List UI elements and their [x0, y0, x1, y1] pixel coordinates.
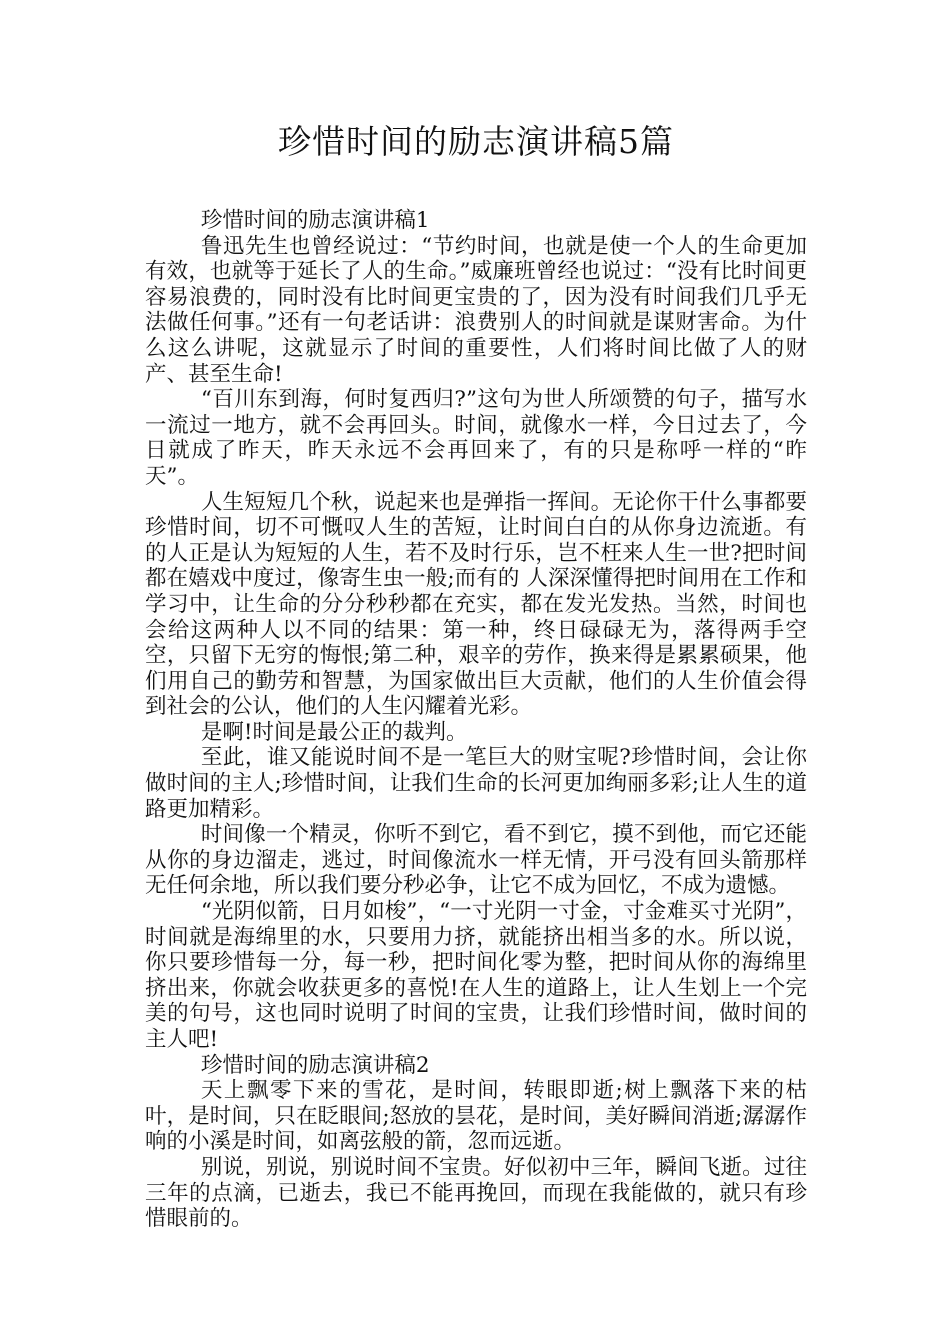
section-heading: 珍惜时间的励志演讲稿2 [200, 1052, 430, 1078]
document-page [145, 120, 807, 1232]
body-paragraph: “百川东到海，何时复西归?”这句为世人所颂赞的句子，描写水一流过一地方，就不会再回头。时间，就像水一样，今日过去了，今日就成了昨天，昨天永远不会再回来了，有的只是称呼一样的“昨天”。 [145, 387, 807, 489]
body-paragraph: “光阴似箭，日月如梭”，“一寸光阴一寸金，寸金难买寸光阴”，时间就是海绵里的水，只要用力挤，就能挤出相当多的水。所以说，你只要珍惜每一分，每一秒，把时间化零为整，把时间从你的海绵里挤出来，你就会收获更多的喜悦!在人生的道路上，让人生划上一个完美的句号，这也同时说明了时间的宝贵，让我们珍惜时间，做时间的主人吧! [145, 899, 807, 1052]
body-paragraph: 别说，别说，别说时间不宝贵。好似初中三年，瞬间飞逝。过往三年的点滴，已逝去，我已不能再挽回，而现在我能做的，就只有珍惜眼前的。 [145, 1154, 807, 1232]
body-paragraph: 人生短短几个秋，说起来也是弹指一挥间。无论你干什么事都要珍惜时间，切不可慨叹人生的苦短，让时间白白的从你身边流逝。有的人正是认为短短的人生，若不及时行乐，岂不枉来人生一世?把时间都在嬉戏中度过，像寄生虫一般;而有的 人深深懂得把时间用在工作和学习中，让生命的分分秒秒都在充实，都在发光发热。当然，时间也会给这两种人以不同的结果：第一种，终日碌碌无为，落得两手空空，只留下无穷的悔恨;第二种，艰辛的劳作，换来得是累累硕果，他们用自己的勤劳和智慧，为国家做出巨大贡献，他们的人生价值会得到社会的公认，他们的人生闪耀着光彩。 [145, 489, 807, 720]
document-title: 珍惜时间的励志演讲稿5篇 [278, 122, 674, 161]
body-paragraph: 时间像一个精灵，你听不到它，看不到它，摸不到他，而它还能从你的身边溜走，逃过，时间像流水一样无情，开弓没有回头箭那样无任何余地，所以我们要分秒必争，让它不成为回忆，不成为遗憾。 [145, 822, 807, 899]
body-paragraph: 至此，谁又能说时间不是一笔巨大的财宝呢?珍惜时间，会让你做时间的主人;珍惜时间，让我们生命的长河更加绚丽多彩;让人生的道路更加精彩。 [145, 745, 807, 822]
body-paragraph: 鲁迅先生也曾经说过：“节约时间，也就是使一个人的生命更加有效，也就等于延长了人的生命。”威廉班曾经也说过：“没有比时间更容易浪费的，同时没有比时间更宝贵的了，因为没有时间我们几乎无法做任何事。”还有一句老话讲：浪费别人的时间就是谋财害命。为什么这么讲呢，这就显示了时间的重要性，人们将时间比做了人的财产、甚至生命! [145, 233, 807, 387]
document-body [145, 208, 807, 1232]
body-paragraph: 是啊!时间是最公正的裁判。 [200, 719, 468, 745]
section-heading: 珍惜时间的励志演讲稿1 [200, 208, 430, 233]
body-paragraph: 天上飘零下来的雪花，是时间，转眼即逝;树上飘落下来的枯叶，是时间，只在眨眼间;怒放的昙花，是时间，美好瞬间消逝;潺潺作响的小溪是时间，如离弦般的箭，忽而远逝。 [145, 1078, 807, 1155]
